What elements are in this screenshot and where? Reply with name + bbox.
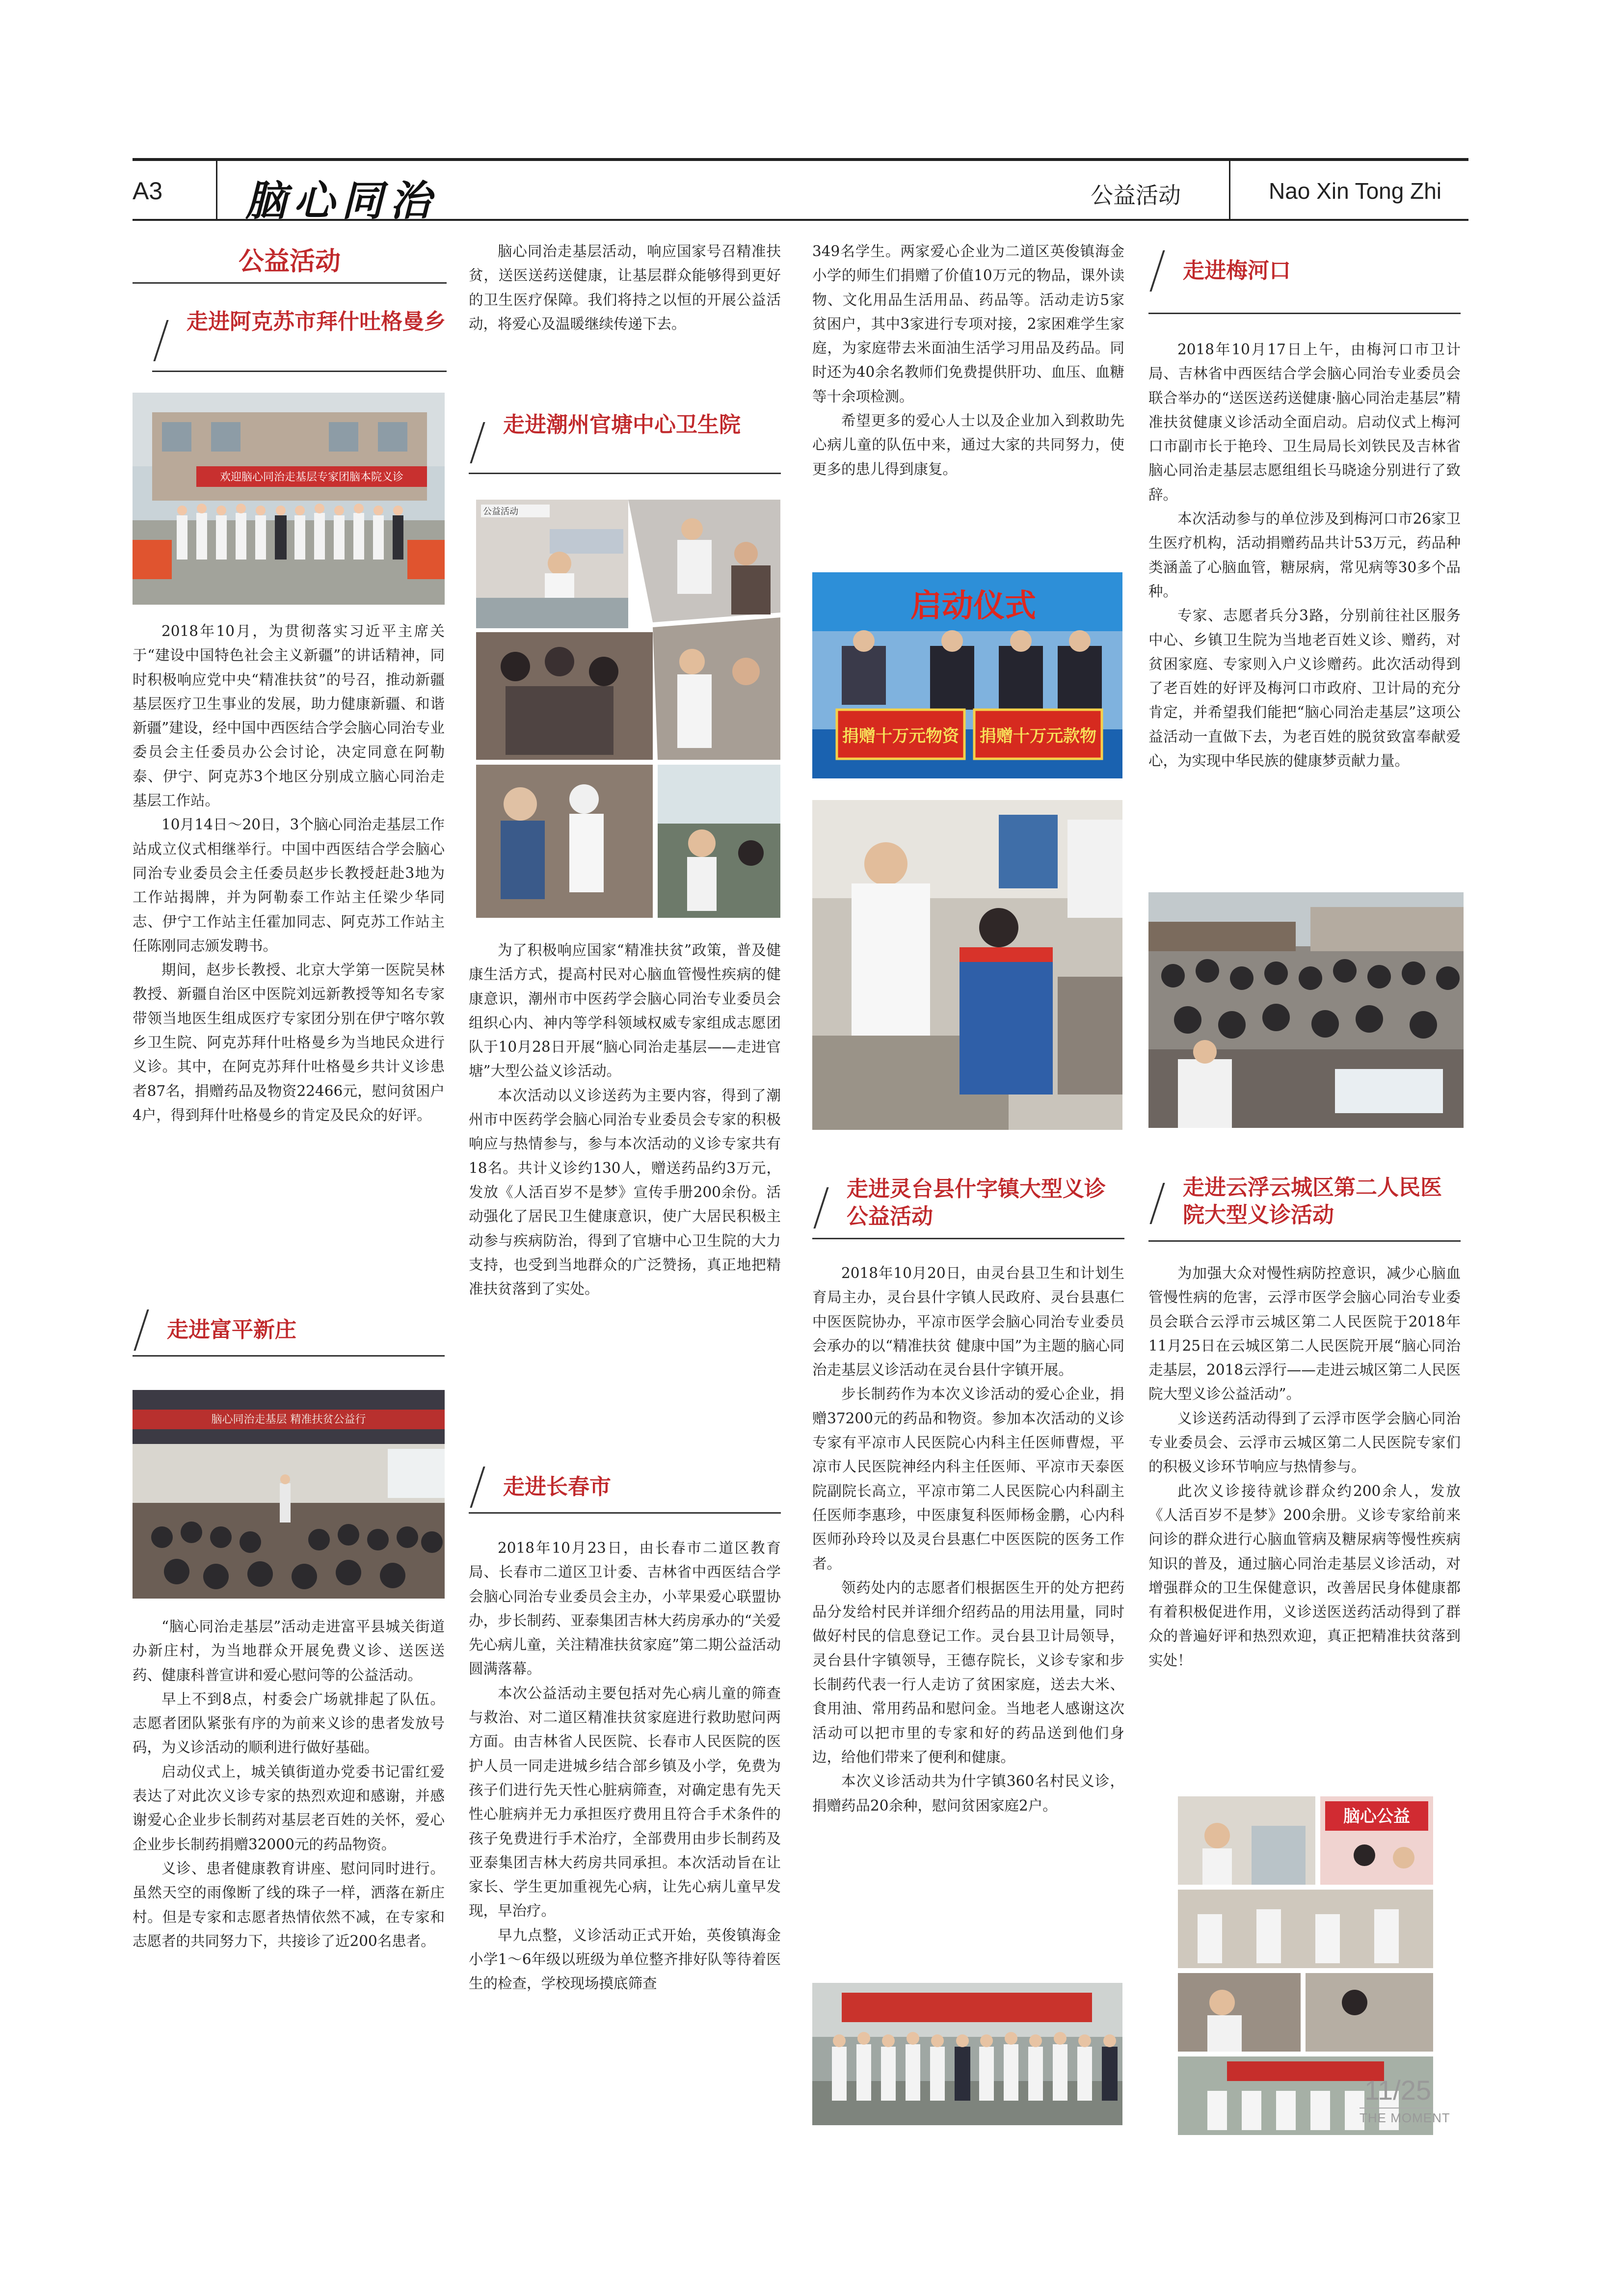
- paragraph: 2018年10月，为贯彻落实习近平主席关于“建设中国特色社会主义新疆”的讲话精神，同时积极响应党中央“精准扶贫”的号召，推动新疆基层医疗卫生事业的发展，助力健康新疆、和谐新疆”建设，经中国中西医结合学会脑心同治专业委员会主任委员办公会讨论，决定同意在阿勒泰、伊宁、阿克苏3个地区分别成立脑心同治走基层工作站。: [133, 623, 445, 809]
- donation-board-left: 捐赠十万元物资: [842, 726, 959, 746]
- footer-caption: THE MOMENT: [1360, 2110, 1450, 2125]
- article-heading-lingtai: [812, 1175, 1124, 1239]
- paragraph: 希望更多的爱心人士以及企业加入到救助先心病儿童的队伍中来，通过大家的共同努力，使更多的患儿得到康复。: [812, 412, 1124, 478]
- paragraph: 领药处内的志愿者们根据医生开的处方把药品分发给村民并详细介绍药品的用法用量，同时做好村民的信息登记工作。灵台县卫计局领导，灵台县什字镇领导，王德存院长，义诊专家和步长制药代表一行人走访了贫困家庭，送去大米、食用油、常用药品和慰问金。当地老人感谢这次活动可以把市里的专家和好的药品送到他们身边，给他们带来了便利和健康。: [812, 1579, 1124, 1765]
- paragraph: 为了积极响应国家“精准扶贫”政策，普及健康生活方式，提高村民对心脑血管慢性疾病的健康意识，潮州市中医药学会脑心同治专业委员会组织心内、神内等学科领域权威专家组成志愿团队于10月28日开展“脑心同治走基层——走进官塘”大型公益义诊活动。: [469, 942, 781, 1080]
- article-title-meihekou: 走进梅河口: [1183, 259, 1291, 283]
- photo-aksu-group: [133, 393, 445, 605]
- photo-fuping-hall: [133, 1390, 445, 1599]
- article-body-changchun-cont: [812, 240, 1124, 481]
- photo-changchun-ceremony: [812, 572, 1122, 778]
- article-heading-changchun: [469, 1463, 781, 1514]
- paragraph: 专家、志愿者兵分3路，分别前往社区服务中心、乡镇卫生院为当地老百姓义诊、赠药，对贫困家庭、专家则入户义诊赠药。此次活动得到了老百姓的好评及梅河口市政府、卫计局的充分肯定，并希望我们能把“脑心同治走基层”这项公益活动一直做下去，为老百姓的脱贫致富奉献爱心，为实现中华民族的健康梦贡献力量。: [1148, 607, 1461, 770]
- article-heading-yunfu: [1148, 1168, 1461, 1242]
- article-heading-fuping: [133, 1306, 445, 1357]
- article-body-aksu: [133, 619, 445, 1127]
- article-title-aksu: 走进阿克苏市拜什吐格曼乡: [187, 310, 446, 334]
- paragraph: 此次义诊接待就诊群众约200余人，发放《人活百岁不是梦》200余册。义诊专家给前来问诊的群众进行心脑血管病及糖尿病等慢性疾病知识的普及，通过脑心同治走基层义诊活动，对增强群众的卫生保健意识，改善居民身体健康都有着积极促进作用，义诊送医送药活动得到了群众的普遍好评和热烈欢迎，真正把精准扶贫落到实处！: [1148, 1482, 1461, 1669]
- article-body-meihekou: [1148, 338, 1461, 773]
- paragraph: 步长制药作为本次义诊活动的爱心企业，捐赠37200元的药品和物资。参加本次活动的义诊专家有平凉市人民医院心内科主任医师曹煜，平凉市人民医院神经内科主任医师、平凉市天泰医院副院长高立，平凉市第二人民医院心内科副主任医师李惠珍，中医康复科医师杨金鹏，心内科医师孙玲玲以及灵台县惠仁中医医院的医务工作者。: [812, 1386, 1124, 1572]
- fuping-banner-text: 脑心同治走基层 精准扶贫公益行: [211, 1414, 366, 1426]
- paragraph: 2018年10月20日，由灵台县卫生和计划生育局主办，灵台县什字镇人民政府、灵台县惠仁中医医院协办，平凉市医学会脑心同治专业委员会承办的以“精准扶贫 健康中国”为主题的脑心同治走基层义诊活动在灵台县什字镇开展。: [812, 1265, 1124, 1379]
- header-pinyin: Nao Xin Tong Zhi: [1269, 178, 1442, 204]
- paragraph: 本次义诊活动共为什字镇360名村民义诊，捐赠药品20余种，慰问贫困家庭2户。: [812, 1773, 1124, 1814]
- paragraph: “脑心同治走基层”活动走进富平县城关街道办新庄村，为当地群众开展免费义诊、送医送药、健康科普宣讲和爱心慰问等的公益活动。: [133, 1618, 445, 1683]
- page-code: A3: [133, 177, 163, 205]
- footer-date: 11/25: [1364, 2075, 1431, 2106]
- section-title: 公益活动: [238, 247, 341, 276]
- yunfu-sign-text: 脑心公益: [1343, 1807, 1410, 1826]
- photo-chaozhou-collage: [476, 500, 780, 918]
- header-divider-right: [1229, 161, 1230, 221]
- aksu-banner-text: 欢迎脑心同治走基层专家团脑本院义诊: [219, 471, 404, 483]
- article-heading-chaozhou: [469, 411, 781, 474]
- paragraph: 期间，赵步长教授、北京大学第一医院吴林教授、新疆自治区中医院刘远新教授等知名专家带领当地医生组成医疗专家团分别在伊宁喀尔敦乡卫生院、阿克苏拜什吐格曼乡为当地民众进行义诊。其中，在阿克苏拜什吐格曼乡共计义诊患者87名，捐赠药品及物资22466元，慰问贫困户4户，得到拜什吐格曼乡的肯定及民众的好评。: [133, 961, 445, 1123]
- photo-changchun-exam: [812, 800, 1122, 1130]
- chaozhou-photo-label: 公益活动: [483, 507, 518, 517]
- photo-meihekou-crowd: [1148, 892, 1464, 1128]
- masthead-logo: 脑心同治: [245, 176, 438, 225]
- paragraph: 义诊送药活动得到了云浮市医学会脑心同治专业委员会、云浮市云城区第二人民医院专家们的积极义诊环节响应与热情参与。: [1148, 1410, 1461, 1475]
- article-body-chaozhou: [469, 938, 781, 1301]
- paragraph: 本次公益活动主要包括对先心病儿童的筛查与救治、对二道区精准扶贫家庭进行救助慰问两方面。由吉林省人民医院、长春市人民医院的医护人员一同走进城乡结合部乡镇及小学，免费为孩子们进行先天性心脏病筛查，对确定患有先天性心脏病并无力承担医疗费用且符合手术条件的孩子免费进行手术治疗，全部费用由步长制药及亚泰集团吉林大药房共同承担。本次活动旨在让家长、学生更加重视先心病，让先心病儿童早发现，早治疗。: [469, 1684, 781, 1920]
- paragraph: 脑心同治走基层活动，响应国家号召精准扶贫，送医送药送健康，让基层群众能够得到更好的卫生医疗保障。我们将持之以恒的开展公益活动，将爱心及温暖继续传递下去。: [469, 243, 781, 332]
- article-body-yunfu: [1148, 1261, 1461, 1673]
- article-heading-aksu: [152, 308, 447, 372]
- article-title-chaozhou: 走进潮州官塘中心卫生院: [503, 413, 741, 437]
- paragraph: 义诊、患者健康教育讲座、慰问同时进行。虽然天空的雨像断了线的珠子一样，洒落在新庄村。但是专家和志愿者热情依然不减，在专家和志愿者的共同努力下，共接诊了近200名患者。: [133, 1860, 445, 1949]
- paragraph: 早九点整，义诊活动正式开始，英俊镇海金小学1～6年级以班级为单位整齐排好队等待着医生的检查，学校现场摸底筛查: [469, 1926, 781, 1992]
- paragraph: 2018年10月23日，由长春市二道区教育局、长春市二道区卫计委、吉林省中西医结合学会脑心同治专业委员会主办，小苹果爱心联盟协办，步长制药、亚泰集团吉林大药房承办的“关爱先心病儿童，关注精准扶贫家庭”第二期公益活动圆满落幕。: [469, 1540, 781, 1678]
- footer-rule: [1360, 2108, 1433, 2109]
- paragraph: 349名学生。两家爱心企业为二道区英俊镇海金小学的师生们捐赠了价值10万元的物品，课外读物、文化用品生活用品、药品等。活动走访5家贫困户，其中3家进行专项对接，2家困难学生家庭，为家庭带去米面油生活学习用品及药品。同时还为40余名教师们免费提供肝功、血压、血糖等十余项检测。: [812, 243, 1124, 405]
- article-body-chaozhou-lead: [469, 240, 781, 336]
- article-title-fuping: 走进富平新庄: [167, 1318, 296, 1342]
- article-body-changchun: [469, 1536, 781, 1996]
- article-title-changchun: 走进长春市: [503, 1475, 611, 1499]
- paragraph: 为加强大众对慢性病防控意识，减少心脑血管慢性病的危害，云浮市医学会脑心同治专业委员会联合云浮市云城区第二人民医院于2018年11月25日在云城区第二人民医院开展“脑心同治走基层，2018云浮行——走进云城区第二人民医院大型义诊公益活动”。: [1148, 1265, 1461, 1403]
- paragraph: 启动仪式上，城关镇街道办党委书记雷红爱表达了对此次义诊专家的热烈欢迎和感谢，并感谢爱心企业步长制药对基层老百姓的关怀，爱心企业步长制药捐赠32000元的药品物资。: [133, 1763, 445, 1853]
- paragraph: 本次活动以义诊送药为主要内容，得到了潮州市中医药学会脑心同治专业委员会专家的积极响应与热情参与，参与本次活动的义诊专家共有18名。共计义诊约130人，赠送药品约3万元，发放《人活百岁不是梦》宣传手册200余份。活动强化了居民卫生健康意识，使广大居民积极主动参与疾病防治，得到了官塘中心卫生院的大力支持，也受到当地群众的广泛赞扬，真正地把精准扶贫落到了实处。: [469, 1087, 781, 1298]
- article-body-fuping: [133, 1615, 445, 1953]
- article-heading-meihekou: [1148, 245, 1461, 314]
- header-section-label: 公益活动: [1091, 183, 1181, 208]
- article-title-lingtai: 走进灵台县什字镇大型义诊公益活动: [847, 1177, 1106, 1228]
- paragraph: 早上不到8点，村委会广场就排起了队伍。志愿者团队紧张有序的为前来义诊的患者发放号码，为义诊活动的顺利进行做好基础。: [133, 1690, 445, 1756]
- paragraph: 本次活动参与的单位涉及到梅河口市26家卫生医疗机构，活动捐赠药品共计53万元，药品种类涵盖了心脑血管，糖尿病，常见病等30多个品种。: [1148, 510, 1461, 600]
- header-top-rule: [133, 158, 1468, 161]
- paragraph: 10月14日～20日，3个脑心同治走基层工作站成立仪式相继举行。中国中西医结合学会脑心同治专业委员会主任委员赵步长教授赶赴3地为工作站揭牌，并为阿勒泰工作站主任梁少华同志、伊宁工作站主任霍加同志、阿克苏工作站主任陈刚同志颁发聘书。: [133, 816, 445, 954]
- paragraph: 2018年10月17日上午，由梅河口市卫计局、吉林省中西医结合学会脑心同治专业委员会联合举办的“送医送药送健康·脑心同治走基层”精准扶贫健康义诊活动全面启动。启动仪式上梅河口市副市长于艳玲、卫生局局长刘铁民及吉林省脑心同治走基层志愿组组长马晓途分别进行了致辞。: [1148, 341, 1461, 503]
- section-title-rule: [133, 282, 447, 284]
- article-body-lingtai: [812, 1261, 1124, 1818]
- article-title-yunfu: 走进云浮云城区第二人民医院大型义诊活动: [1183, 1175, 1442, 1227]
- header-divider-left: [216, 161, 217, 221]
- donation-board-right: 捐赠十万元款物: [980, 726, 1096, 746]
- ceremony-title: 启动仪式: [910, 588, 1036, 624]
- photo-lingtai-group: [812, 1983, 1122, 2125]
